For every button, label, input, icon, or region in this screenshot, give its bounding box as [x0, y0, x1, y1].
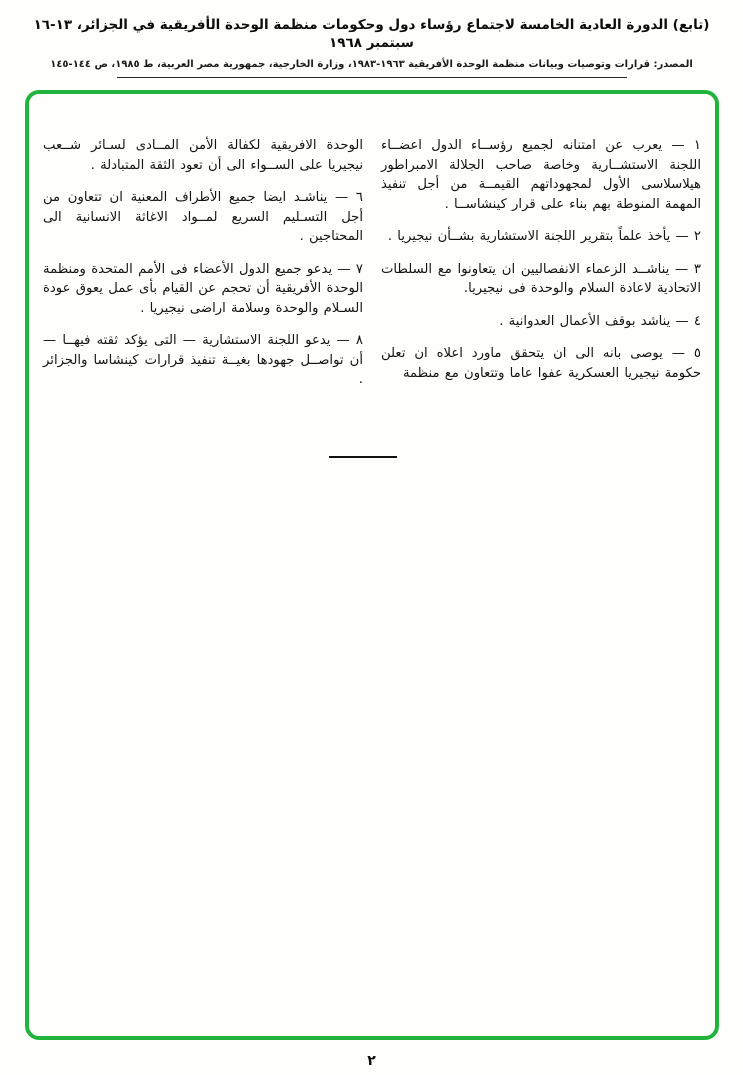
- section-divider: [329, 456, 397, 458]
- clause-4: ٤ — يناشد بوقف الأعمال العدوانية .: [499, 313, 701, 329]
- clause-2: ٢ — يأخذ علماً بتقرير اللجنة الاستشارية بشــأن نيجيريا .: [387, 229, 701, 245]
- column-right: [381, 136, 701, 403]
- page-number: ٢: [367, 1053, 376, 1069]
- clause-5-continuation: الوحدة الافريقية لكفالة الأمن المــادى لسـائر شــعب نيجيريا على الســواء الى أن تعود الثقة المتبادلة .: [43, 138, 363, 173]
- text-columns: [29, 94, 715, 403]
- clause-3: ٣ — يناشــد الزعماء الانفصاليين ان يتعاونوا مع السلطات الاتحادية لاعادة السلام والوحدة فى نيجيريا.: [381, 261, 701, 297]
- clause-1: ١ — يعرب عن امتنانه لجميع رؤســاء الدول اعضــاء اللجنة الاستشــارية وخاصة صاحب الجلالة الامبراطور هيلاسلاسى الأول لمجهوداتهم القيمــة من أجل تنفيذ المهمة المنوطة بهم بناء على قرار كينشاســا .: [381, 138, 701, 212]
- clause-5: ٥ — يوصى بانه الى ان يتحقق ماورد اعلاه ان تعلن حكومة نيجيريا العسكرية عفوا عاما وتتعاون مع منظمة: [381, 346, 701, 381]
- green-border-frame: [25, 90, 719, 1040]
- document-title: (تابع) الدورة العادية الخامسة لاجتماع رؤساء دول وحكومات منظمة الوحدة الأفريقية في الجزائر، ١٣-١٦ سبتمبر ١٩٦٨: [33, 17, 710, 52]
- page-footer: [0, 1050, 743, 1069]
- header-divider: [117, 77, 627, 78]
- clause-8: ٨ — يدعو اللجنة الاستشارية — التى يؤكد ثقته فيهــا — أن تواصــل جهودها بغيــة تنفيذ قرارات كينشاسا والجزائر .: [43, 333, 363, 388]
- column-left: [43, 136, 363, 403]
- clause-6: ٦ — يناشـد ايضا جميع الأطراف المعنية ان تتعاون من أجل التسـليم السريع لمــواد الاغاثة الانسانية الى المحتاجين .: [43, 190, 363, 245]
- source-citation: المصدر: قرارات وتوصيات وبيانات منظمة الوحدة الأفريقية ١٩٦٣-١٩٨٣، وزارة الخارجية، جمهورية مصر العربية، ط ١٩٨٥، ص ١٤٤-١٤٥: [50, 59, 693, 71]
- document-header: [0, 16, 743, 78]
- clause-7: ٧ — يدعو جميع الدول الأعضاء فى الأمم المتحدة ومنظمة الوحدة الأفريقية أن تحجم عن القيام بأى عمل يعوق عودة السـلام والوحدة وسلامة اراضى نيجيريا .: [43, 261, 363, 316]
